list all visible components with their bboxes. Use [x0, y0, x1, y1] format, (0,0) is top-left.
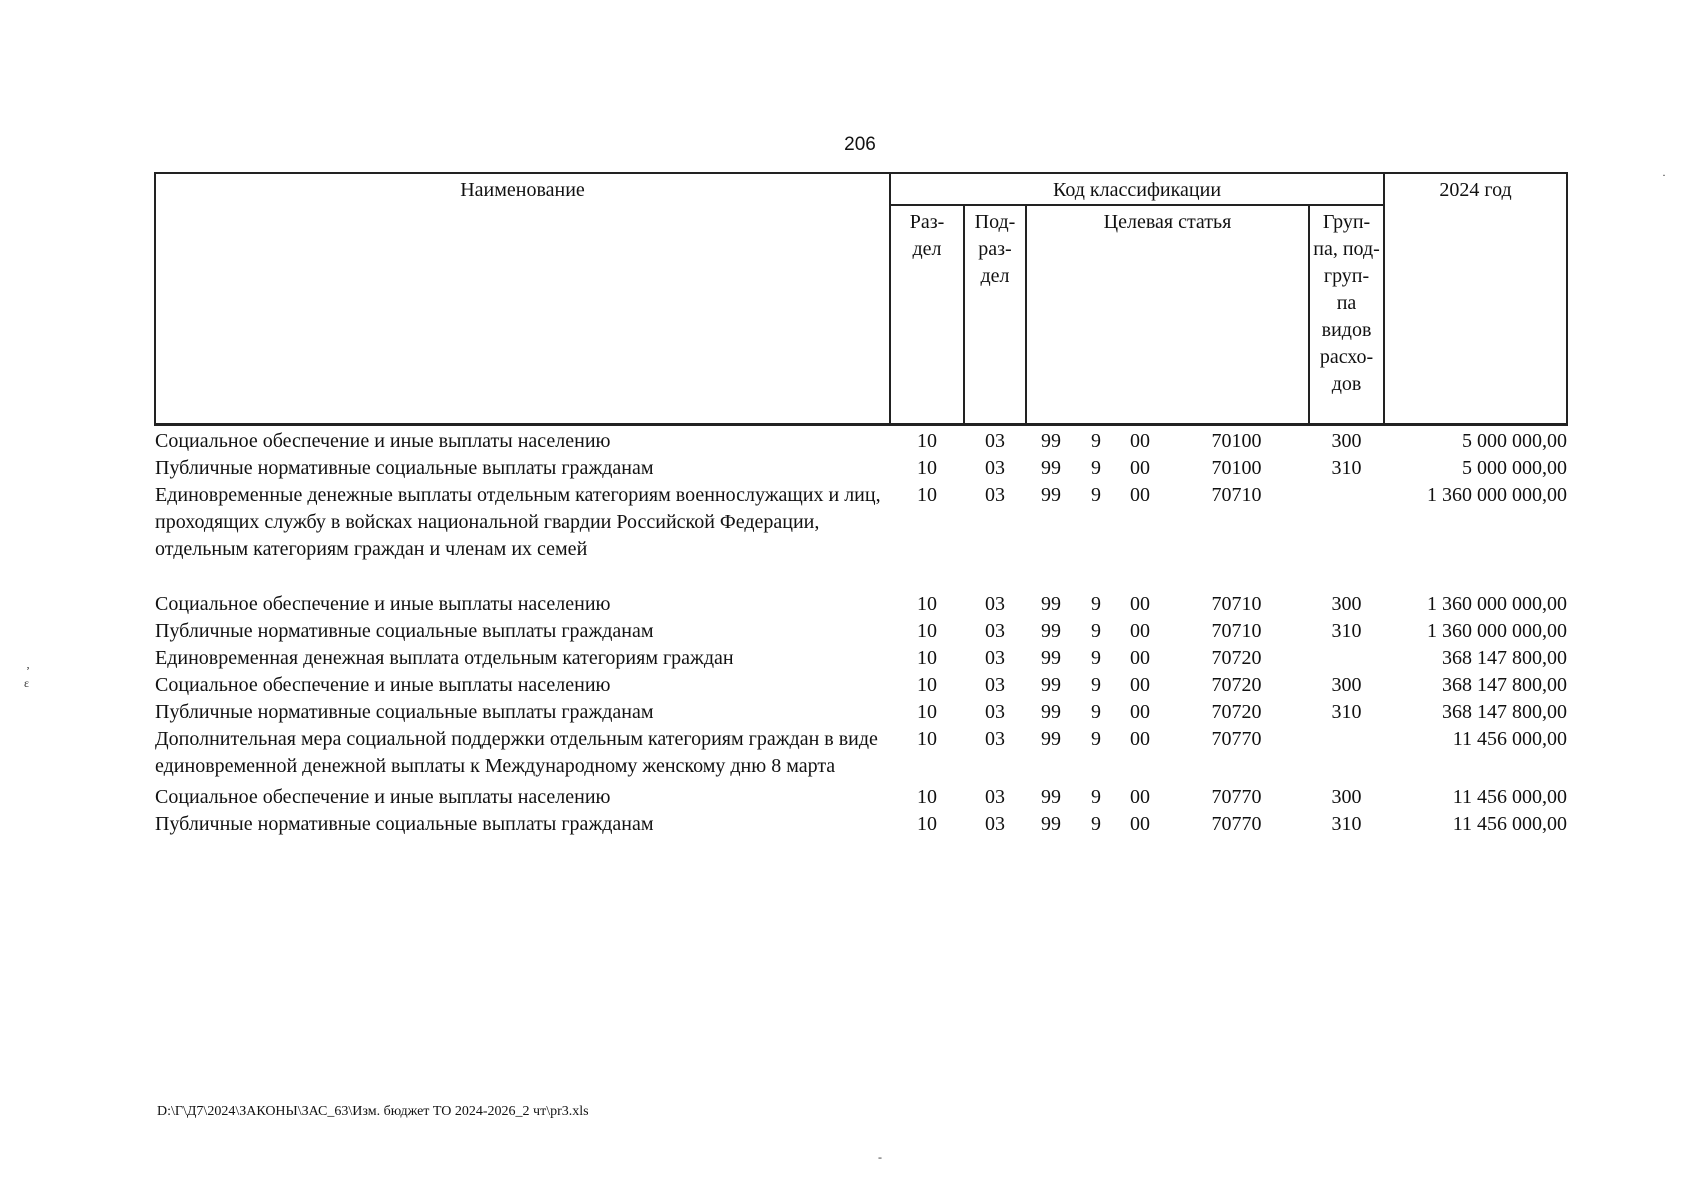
row-amount-2024: 368 147 800,00: [1442, 647, 1568, 669]
row-target-program: 99: [1041, 813, 1061, 835]
table-row: [155, 672, 1567, 699]
header-target-article: Целевая статья: [1026, 205, 1309, 425]
row-name: Социальное обеспечение и иные выплаты населению: [155, 674, 611, 696]
header-razdel: Раз- дел: [890, 205, 964, 425]
row-podrazdel: 03: [985, 620, 1005, 642]
row-target-code: 70720: [1211, 701, 1262, 723]
row-target-direction: 00: [1130, 457, 1150, 479]
row-expense-group: [1309, 645, 1384, 672]
row-podrazdel: 03: [985, 593, 1005, 615]
row-target-program: 99: [1041, 647, 1061, 669]
table-body: [155, 425, 1567, 839]
row-podrazdel: 03: [985, 647, 1005, 669]
row-amount-2024: 11 456 000,00: [1452, 786, 1568, 808]
row-podrazdel: 03: [985, 786, 1005, 808]
header-expense-group: Груп- па, под- груп- па видов расхо- дов: [1309, 205, 1384, 425]
table-row: [155, 591, 1567, 618]
row-podrazdel: 03: [985, 484, 1005, 506]
row-target-code: 70770: [1211, 786, 1262, 808]
row-razdel: 10: [917, 484, 937, 506]
row-target-direction: 00: [1130, 728, 1150, 750]
header-year: 2024 год: [1384, 173, 1567, 425]
row-razdel: 10: [917, 457, 937, 479]
row-razdel: 10: [917, 674, 937, 696]
budget-table-frame: [154, 172, 1566, 838]
table-row: [155, 482, 1567, 591]
table-header: [155, 173, 1567, 425]
row-target-code: 70710: [1211, 620, 1262, 642]
row-razdel: 10: [917, 593, 937, 615]
row-amount-2024: 368 147 800,00: [1442, 674, 1568, 696]
row-name: Социальное обеспечение и иные выплаты населению: [155, 430, 611, 452]
row-name: Публичные нормативные социальные выплаты гражданам: [155, 701, 654, 723]
table-row: [155, 645, 1567, 672]
table-row: [155, 455, 1567, 482]
row-target-subprogram: 9: [1091, 620, 1101, 642]
row-razdel: 10: [917, 620, 937, 642]
row-target-code: 70770: [1211, 813, 1262, 835]
row-target-code: 70710: [1211, 593, 1262, 615]
row-target-code: 70720: [1211, 647, 1262, 669]
row-razdel: 10: [917, 701, 937, 723]
row-target-subprogram: 9: [1091, 674, 1101, 696]
row-target-program: 99: [1041, 786, 1061, 808]
row-target-direction: 00: [1130, 647, 1150, 669]
row-expense-group: 310: [1331, 813, 1362, 835]
row-razdel: 10: [917, 728, 937, 750]
row-amount-2024: 11 456 000,00: [1452, 813, 1568, 835]
row-target-code: 70770: [1211, 728, 1262, 750]
row-target-subprogram: 9: [1091, 457, 1101, 479]
row-target-program: 99: [1041, 457, 1061, 479]
row-target-program: 99: [1041, 674, 1061, 696]
row-target-subprogram: 9: [1091, 786, 1101, 808]
row-target-code: 70100: [1211, 430, 1262, 452]
row-target-code: 70720: [1211, 674, 1262, 696]
page-number: 206: [844, 134, 876, 155]
row-expense-group: 300: [1331, 674, 1362, 696]
row-target-program: 99: [1041, 484, 1061, 506]
row-podrazdel: 03: [985, 430, 1005, 452]
row-razdel: 10: [917, 786, 937, 808]
row-expense-group: 310: [1331, 457, 1362, 479]
row-target-program: 99: [1041, 593, 1061, 615]
row-target-direction: 00: [1130, 701, 1150, 723]
row-expense-group: 300: [1331, 786, 1362, 808]
row-amount-2024: 368 147 800,00: [1442, 701, 1568, 723]
row-razdel: 10: [917, 647, 937, 669]
row-name: Публичные нормативные социальные выплаты гражданам: [155, 620, 654, 642]
row-name: Дополнительная мера социальной поддержки отдельным категориям граждан в виде единовременной денежной выплаты к Международному женскому дню 8 марта: [155, 728, 878, 777]
row-amount-2024: 1 360 000 000,00: [1427, 620, 1568, 642]
row-target-direction: 00: [1130, 674, 1150, 696]
row-razdel: 10: [917, 813, 937, 835]
row-target-subprogram: 9: [1091, 728, 1101, 750]
table-row: [155, 784, 1567, 811]
row-target-direction: 00: [1130, 430, 1150, 452]
table-row: [155, 726, 1567, 784]
budget-table: [154, 172, 1568, 838]
row-expense-group: 300: [1331, 430, 1362, 452]
row-name: Единовременная денежная выплата отдельным категориям граждан: [155, 647, 734, 669]
row-target-subprogram: 9: [1091, 647, 1101, 669]
row-expense-group: 310: [1331, 701, 1362, 723]
row-target-direction: 00: [1130, 484, 1150, 506]
row-name: Публичные нормативные социальные выплаты гражданам: [155, 457, 654, 479]
row-expense-group: 310: [1331, 620, 1362, 642]
row-target-subprogram: 9: [1091, 430, 1101, 452]
row-target-program: 99: [1041, 620, 1061, 642]
row-target-code: 70100: [1211, 457, 1262, 479]
row-name: Публичные нормативные социальные выплаты гражданам: [155, 813, 654, 835]
row-target-direction: 00: [1130, 620, 1150, 642]
header-podrazdel: Под- раз- дел: [964, 205, 1026, 425]
scan-speck: ɛ: [24, 676, 30, 690]
row-podrazdel: 03: [985, 457, 1005, 479]
row-podrazdel: 03: [985, 701, 1005, 723]
row-amount-2024: 1 360 000 000,00: [1427, 593, 1568, 615]
row-expense-group: [1309, 482, 1384, 591]
row-name: Социальное обеспечение и иные выплаты населению: [155, 786, 611, 808]
row-name: Социальное обеспечение и иные выплаты населению: [155, 593, 611, 615]
row-expense-group: [1309, 726, 1384, 784]
row-amount-2024: 1 360 000 000,00: [1427, 484, 1568, 506]
row-expense-group: 300: [1331, 593, 1362, 615]
footer-file-path: D:\Г\Д7\2024\ЗАКОНЫ\ЗАС_63\Изм. бюджет ТО 2024-2026_2 чт\pr3.xls: [157, 1104, 589, 1119]
row-target-program: 99: [1041, 728, 1061, 750]
scan-speck: ·: [1662, 168, 1666, 182]
header-name: Наименование: [155, 173, 890, 425]
row-podrazdel: 03: [985, 728, 1005, 750]
row-amount-2024: 5 000 000,00: [1462, 430, 1568, 452]
row-target-direction: 00: [1130, 786, 1150, 808]
row-target-direction: 00: [1130, 593, 1150, 615]
row-target-direction: 00: [1130, 813, 1150, 835]
table-row: [155, 811, 1567, 838]
row-amount-2024: 11 456 000,00: [1452, 728, 1568, 750]
row-target-program: 99: [1041, 701, 1061, 723]
header-classification-code: Код классификации: [890, 173, 1384, 205]
row-name: Единовременные денежные выплаты отдельным категориям военнослужащих и лиц, проходящих службу в войсках национальной гвардии Российской Федерации, отдельным категориям граждан и членам их семей: [155, 484, 881, 560]
row-target-subprogram: 9: [1091, 593, 1101, 615]
scan-speck: ʼ: [26, 664, 30, 678]
table-row: [155, 425, 1567, 456]
table-row: [155, 699, 1567, 726]
row-target-subprogram: 9: [1091, 813, 1101, 835]
row-razdel: 10: [917, 430, 937, 452]
row-amount-2024: 5 000 000,00: [1462, 457, 1568, 479]
row-target-subprogram: 9: [1091, 484, 1101, 506]
row-podrazdel: 03: [985, 674, 1005, 696]
row-target-program: 99: [1041, 430, 1061, 452]
table-row: [155, 618, 1567, 645]
row-podrazdel: 03: [985, 813, 1005, 835]
scan-speck: -: [878, 1150, 882, 1164]
row-target-subprogram: 9: [1091, 701, 1101, 723]
row-target-code: 70710: [1211, 484, 1262, 506]
